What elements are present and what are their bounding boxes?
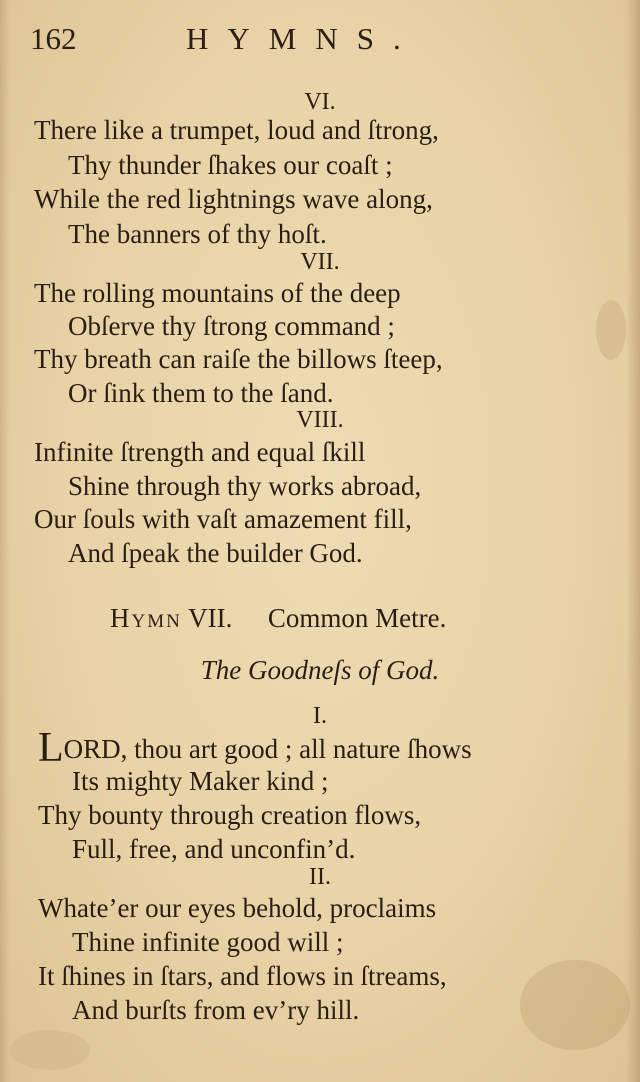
page-shadow-left (0, 0, 10, 1082)
drop-cap: L (38, 725, 64, 771)
stanza-numeral-vi: VI. (304, 89, 336, 115)
stanza-numeral-i: I. (313, 703, 327, 729)
verse-line: Infinite ſtrength and equal ſkill (34, 437, 366, 467)
hymn-label: Hymn (110, 603, 182, 633)
stanza-numeral-vii: VII. (300, 249, 340, 275)
foxing-spot (10, 1030, 90, 1070)
verse-line: And ſpeak the builder God. (68, 538, 363, 568)
hymn-metre: Common Metre. (267, 603, 447, 633)
running-head: HYMNS. (186, 21, 420, 56)
page-number: 162 (30, 21, 77, 56)
foxing-spot (520, 960, 630, 1050)
hymn-title: The Goodneſs of God. (200, 655, 440, 685)
first-word-rest: ORD (63, 734, 121, 764)
first-line-rest: , thou art good ; all nature ſhows (120, 734, 472, 764)
verse-line: Its mighty Maker kind ; (72, 766, 329, 796)
stanza-numeral-viii: VIII. (296, 407, 344, 433)
verse-line: Full, free, and unconfin’d. (72, 834, 356, 864)
verse-line: While the red lightnings wave along, (34, 184, 433, 214)
verse-line: Our ſouls with vaſt amazement fill, (34, 504, 412, 534)
verse-line: Thy breath can raiſe the billows ſteep, (34, 344, 443, 374)
verse-line: It ſhines in ſtars, and flows in ſtreams, (38, 961, 447, 991)
verse-line-first (38, 725, 472, 771)
page-shadow-right (626, 0, 640, 1082)
verse-line: There like a trumpet, loud and ſtrong, (34, 115, 439, 145)
verse-line: Shine through thy works abroad, (68, 471, 422, 501)
verse-line: And burſts from ev’ry hill. (72, 995, 360, 1025)
stanza-numeral-ii: II. (309, 864, 331, 890)
verse-line: Whate’er our eyes behold, proclaims (38, 893, 437, 923)
verse-line: Thine infinite good will ; (72, 927, 344, 957)
verse-line: The rolling mountains of the deep (34, 278, 401, 308)
verse-line: Or ſink them to the ſand. (68, 378, 334, 408)
verse-line: The banners of thy hoſt. (68, 219, 327, 249)
hymn-number: VII. (188, 603, 233, 633)
verse-line: Obſerve thy ſtrong command ; (68, 311, 395, 341)
hymn-heading (110, 601, 446, 635)
foxing-spot (596, 300, 626, 360)
verse-line: Thy bounty through creation flows, (38, 800, 422, 830)
verse-line: Thy thunder ſhakes our coaſt ; (68, 150, 393, 180)
